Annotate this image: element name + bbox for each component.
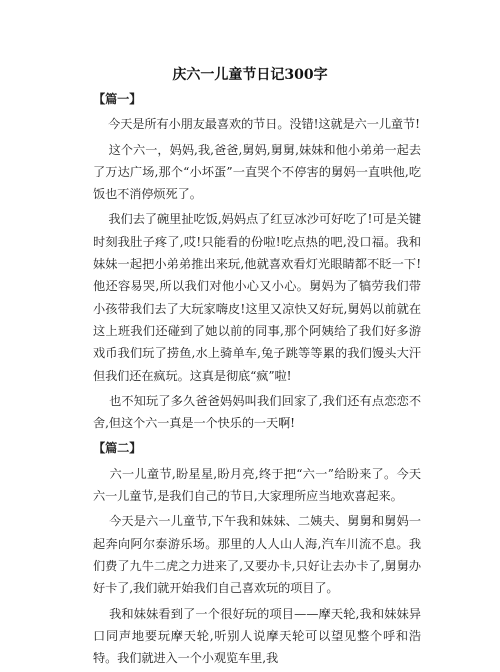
paragraph-text: 今天是六一儿童节,下午我和妹妹、二姨夫、舅舅和舅妈一起奔向阿尔泰游乐场。那里的人人山人海,汽车川流不息。我们费了九牛二虎之力进来了,又要办卡,只好让去办卡了,舅舅办好卡了,我们就开始我们自己喜欢玩的项目了。 — [93, 514, 421, 596]
paragraph — [93, 113, 421, 135]
paragraph-text: 我们去了碗里扯吃饭,妈妈点了红豆冰沙可好吃了!可是关键时刻我肚子疼了,哎!只能看的份啦!吃点热的吧,没口福。我和妹妹一起把小弟弟推出来玩,他就喜欢看灯光眼睛都不眨一下!他还容易哭,所以我们对他小心又小心。舅妈为了犒劳我们带小孩带我们去了大玩家嗨皮!这里又凉快又好玩,舅妈以前就在这上班我们还碰到了她以前的同事,那个阿姨给了我们好多游戏币我们玩了捞鱼,水上骑单车,兔子跳等等累的我们馒头大汗但我们还在疯玩。这真是彻底“疯”啦! — [93, 212, 421, 383]
paragraph — [93, 139, 421, 206]
paragraph — [93, 603, 421, 670]
section-heading-1: 【篇一】 — [93, 92, 142, 106]
paragraph-text: 这个六一，妈妈,我,爸爸,舅妈,舅舅,妹妹和他小弟弟一起去了万达广场,那个“小坏蛋”一直哭个不停害的舅妈一直哄他,吃饭也不消停烦死了。 — [93, 142, 421, 202]
document-body — [93, 88, 421, 672]
paragraph-text: 今天是所有小朋友最喜欢的节日。没错!这就是六一儿童节! — [108, 117, 420, 132]
section-heading-2: 【篇二】 — [93, 441, 142, 456]
page-title: 庆六一儿童节日记300字 — [172, 67, 328, 83]
paragraph-text: 也不知玩了多久爸爸妈妈叫我们回家了,我们还有点恋恋不舍,但这个六一真是一个快乐的一天啊! — [93, 393, 421, 431]
paragraph-text: 我和妹妹看到了一个很好玩的项目——摩天轮,我和妹妹异口同声地要玩摩天轮,听别人说摩天轮可以望见整个呼和浩特。我们就进入一个小观览车里,我 — [93, 606, 421, 666]
paragraph — [93, 390, 421, 435]
paragraph — [93, 208, 421, 386]
paragraph-text: 六一儿童节,盼星星,盼月亮,终于把“六一”给盼来了。今天六一儿童节,是我们自己的节日,大家理所应当地欢喜起来。 — [93, 466, 421, 504]
paragraph — [93, 510, 421, 599]
paragraph — [93, 463, 421, 508]
